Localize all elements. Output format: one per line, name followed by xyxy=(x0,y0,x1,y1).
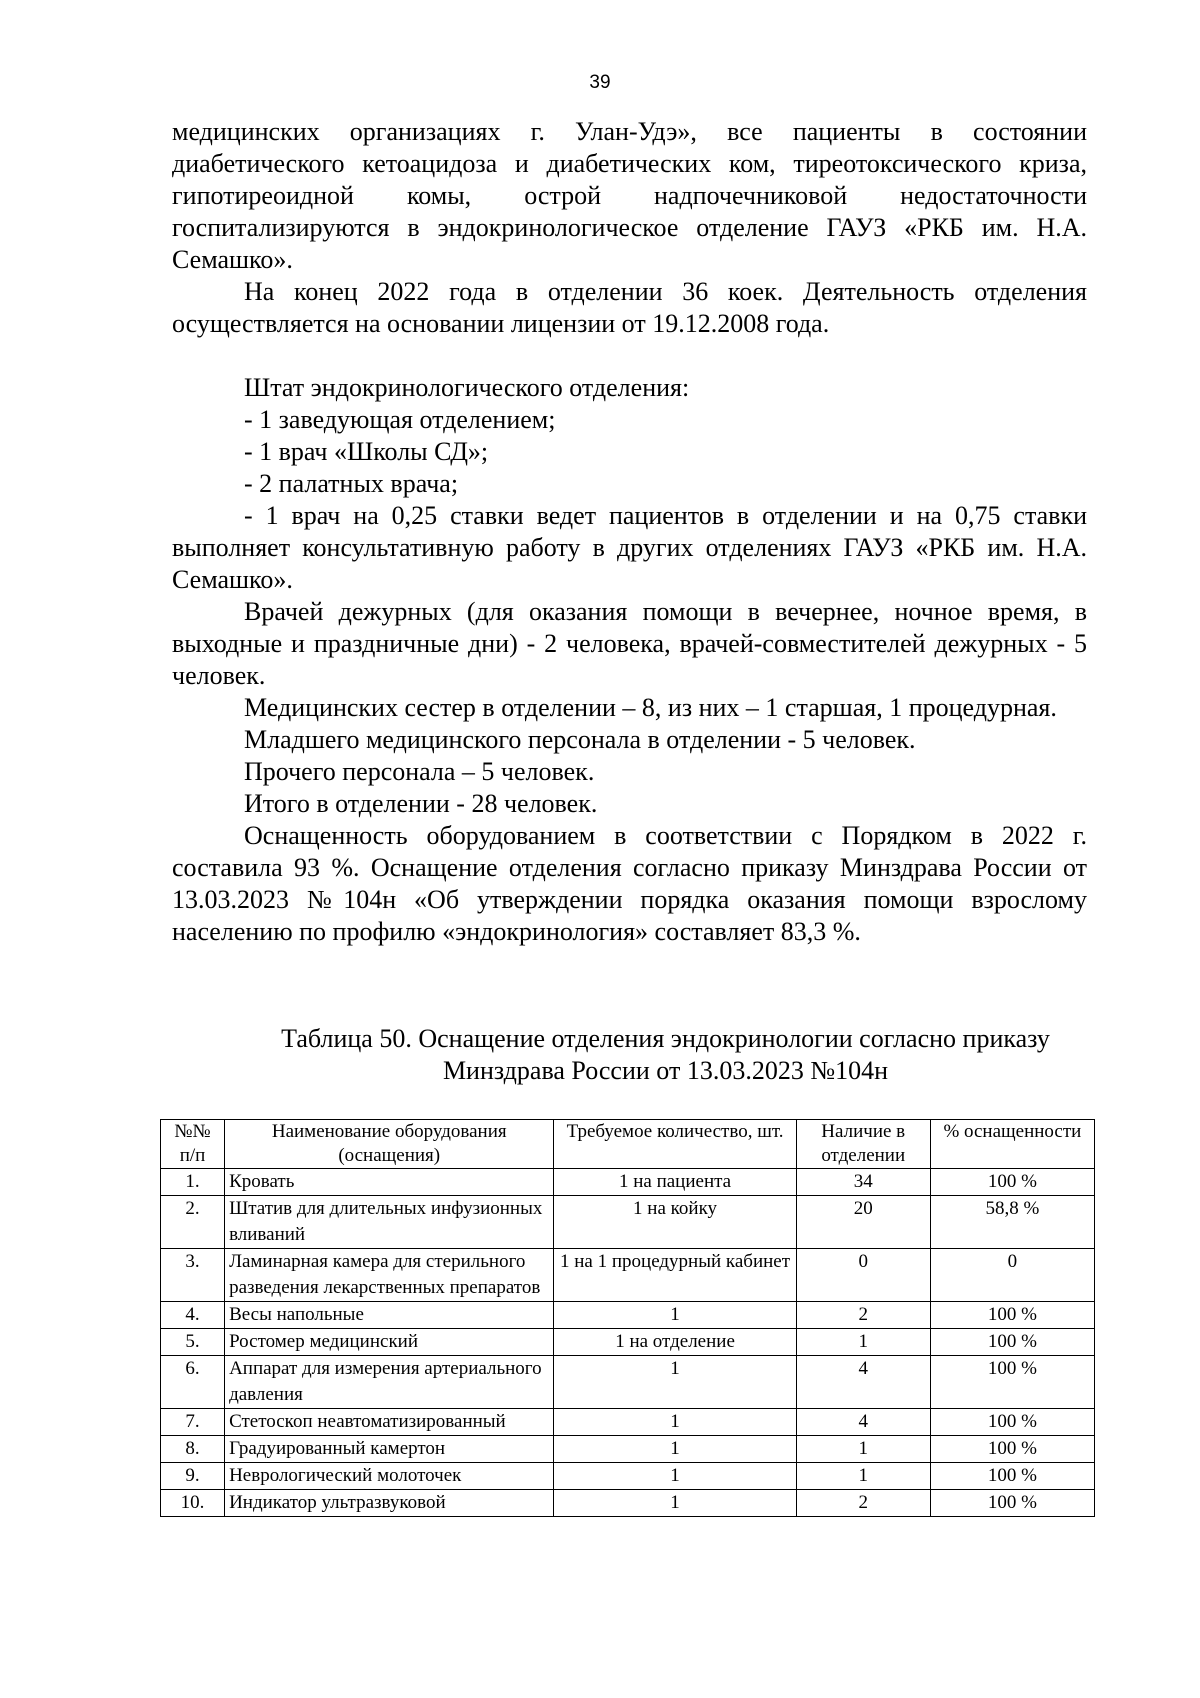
cell-percent: 58,8 % xyxy=(930,1196,1094,1249)
table-caption xyxy=(172,1023,1087,1087)
table-row xyxy=(161,1302,1095,1329)
table-caption-line-1: Таблица 50. Оснащение отделения эндокринологии согласно приказу xyxy=(281,1024,1050,1053)
cell-required: 1 xyxy=(554,1302,796,1329)
cell-required: 1 на отделение xyxy=(554,1329,796,1356)
cell-required: 1 xyxy=(554,1463,796,1490)
paragraph-junior-staff: Младшего медицинского персонала в отделении - 5 человек. xyxy=(244,725,916,754)
cell-percent: 100 % xyxy=(930,1463,1094,1490)
cell-num: 2. xyxy=(161,1196,225,1249)
cell-name: Штатив для длительных инфузионных вливаний xyxy=(225,1196,554,1249)
cell-name: Ростомер медицинский xyxy=(225,1329,554,1356)
paragraph-gap xyxy=(172,340,1087,372)
paragraph-other-staff: Прочего персонала – 5 человек. xyxy=(244,757,595,786)
cell-percent: 100 % xyxy=(930,1490,1094,1517)
cell-required: 1 xyxy=(554,1356,796,1409)
cell-available: 0 xyxy=(796,1249,930,1302)
body-text xyxy=(172,116,1087,948)
cell-available: 1 xyxy=(796,1329,930,1356)
table-caption-line-2: Минздрава России от 13.03.2023 №104н xyxy=(442,1056,889,1085)
paragraph-nurses: Медицинских сестер в отделении – 8, из них – 1 старшая, 1 процедурная. xyxy=(244,693,1057,722)
table-row xyxy=(161,1249,1095,1302)
cell-available: 20 xyxy=(796,1196,930,1249)
cell-num: 7. xyxy=(161,1409,225,1436)
paragraph-equipment: Оснащенность оборудованием в соответствии с Порядком в 2022 г. составила 93 %. Оснащение отделения согласно приказу Минздрава России от 13.03.2023 №104н «Об утверждении порядка оказания помощи взрослому населению по профилю «эндокринология» составляет 83,3 %. xyxy=(172,821,1087,946)
table-row xyxy=(161,1436,1095,1463)
cell-percent: 0 xyxy=(930,1249,1094,1302)
header-name: Наименование оборудования (оснащения) xyxy=(225,1120,554,1169)
table-row xyxy=(161,1463,1095,1490)
paragraph-staff-heading: Штат эндокринологического отделения: xyxy=(244,373,690,402)
cell-available: 34 xyxy=(796,1169,930,1196)
staff-item-part-time-doctor: - 1 врач на 0,25 ставки ведет пациентов в отделении и на 0,75 ставки выполняет консультативную работу в других отделениях ГАУЗ «РКБ им. Н.А. Семашко». xyxy=(172,501,1087,594)
cell-percent: 100 % xyxy=(930,1356,1094,1409)
equipment-table xyxy=(160,1119,1095,1517)
table-header-row xyxy=(161,1120,1095,1169)
cell-percent: 100 % xyxy=(930,1329,1094,1356)
paragraph-beds: На конец 2022 года в отделении 36 коек. Деятельность отделения осуществляется на основании лицензии от 19.12.2008 года. xyxy=(172,277,1087,338)
cell-available: 4 xyxy=(796,1409,930,1436)
cell-num: 8. xyxy=(161,1436,225,1463)
table-row xyxy=(161,1196,1095,1249)
cell-num: 9. xyxy=(161,1463,225,1490)
cell-name: Градуированный камертон xyxy=(225,1436,554,1463)
header-available: Наличие в отделении xyxy=(796,1120,930,1169)
table-row xyxy=(161,1490,1095,1517)
paragraph-total-staff: Итого в отделении - 28 человек. xyxy=(244,789,598,818)
staff-item-head: - 1 заведующая отделением; xyxy=(244,405,556,434)
cell-name: Весы напольные xyxy=(225,1302,554,1329)
cell-percent: 100 % xyxy=(930,1436,1094,1463)
cell-required: 1 xyxy=(554,1409,796,1436)
cell-required: 1 xyxy=(554,1436,796,1463)
cell-num: 6. xyxy=(161,1356,225,1409)
cell-available: 1 xyxy=(796,1436,930,1463)
cell-required: 1 xyxy=(554,1490,796,1517)
table-row xyxy=(161,1329,1095,1356)
paragraph-duty-doctors: Врачей дежурных (для оказания помощи в вечернее, ночное время, в выходные и праздничные дни) - 2 человека, врачей-совместителей дежурных - 5 человек. xyxy=(172,597,1087,690)
staff-item-ward-doctors: - 2 палатных врача; xyxy=(244,469,459,498)
cell-available: 2 xyxy=(796,1302,930,1329)
page-number: 39 xyxy=(589,72,611,93)
cell-required: 1 на койку xyxy=(554,1196,796,1249)
cell-name: Неврологический молоточек xyxy=(225,1463,554,1490)
staff-item-school-doctor: - 1 врач «Школы СД»; xyxy=(244,437,489,466)
paragraph-hospitalization: медицинских организациях г. Улан-Удэ», все пациенты в состоянии диабетического кетоацидоза и диабетических ком, тиреотоксического криза, гипотиреоидной комы, острой надпочечниковой недостаточности госпитализируются в эндокринологическое отделение ГАУЗ «РКБ им. Н.А. Семашко». xyxy=(172,117,1087,274)
cell-percent: 100 % xyxy=(930,1169,1094,1196)
cell-name: Аппарат для измерения артериального давления xyxy=(225,1356,554,1409)
cell-name: Индикатор ультразвуковой xyxy=(225,1490,554,1517)
table-row xyxy=(161,1356,1095,1409)
cell-name: Ламинарная камера для стерильного разведения лекарственных препаратов xyxy=(225,1249,554,1302)
cell-available: 1 xyxy=(796,1463,930,1490)
cell-percent: 100 % xyxy=(930,1409,1094,1436)
table-row xyxy=(161,1409,1095,1436)
cell-num: 3. xyxy=(161,1249,225,1302)
cell-num: 1. xyxy=(161,1169,225,1196)
cell-required: 1 на пациента xyxy=(554,1169,796,1196)
cell-available: 4 xyxy=(796,1356,930,1409)
cell-available: 2 xyxy=(796,1490,930,1517)
cell-percent: 100 % xyxy=(930,1302,1094,1329)
cell-num: 10. xyxy=(161,1490,225,1517)
header-num: №№ п/п xyxy=(161,1120,225,1169)
cell-num: 5. xyxy=(161,1329,225,1356)
cell-name: Кровать xyxy=(225,1169,554,1196)
header-required: Требуемое количество, шт. xyxy=(554,1120,796,1169)
cell-required: 1 на 1 процедурный кабинет xyxy=(554,1249,796,1302)
header-percent: % оснащенности xyxy=(930,1120,1094,1169)
cell-name: Стетоскоп неавтоматизированный xyxy=(225,1409,554,1436)
table-row xyxy=(161,1169,1095,1196)
cell-num: 4. xyxy=(161,1302,225,1329)
